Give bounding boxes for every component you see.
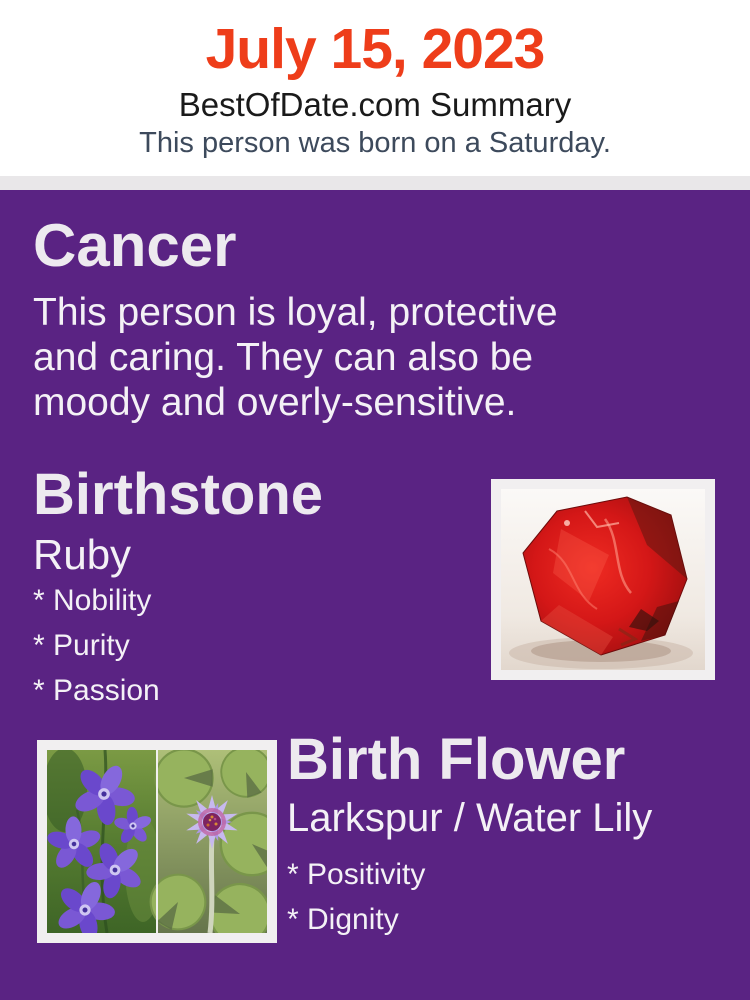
- birthstone-trait: * Passion: [33, 674, 160, 707]
- birth-flower-trait: * Dignity: [287, 903, 399, 936]
- zodiac-sign-title: Cancer: [33, 212, 237, 279]
- birthstone-trait: * Nobility: [33, 584, 152, 617]
- born-on-text: This person was born on a Saturday.: [139, 127, 611, 159]
- zodiac-description-line: moody and overly-sensitive.: [33, 381, 517, 424]
- site-summary-title: BestOfDate.com Summary: [178, 86, 572, 123]
- zodiac-description-line: This person is loyal, protective: [33, 291, 558, 334]
- birth-flower-name: Larkspur / Water Lily: [287, 796, 653, 840]
- birthstone-traits: [33, 578, 160, 713]
- ruby-photo: [491, 479, 715, 680]
- page-title-date: July 15, 2023: [205, 17, 545, 81]
- birth-flower-title: Birth Flower: [287, 727, 626, 792]
- birthstone-trait: * Purity: [33, 629, 130, 662]
- zodiac-description-line: and caring. They can also be: [33, 336, 534, 379]
- birthstone-name: Ruby: [33, 531, 132, 578]
- zodiac-description: [33, 290, 558, 425]
- birth-flower-trait: * Positivity: [287, 858, 426, 891]
- birthstone-title: Birthstone: [33, 462, 323, 527]
- ruby-gemstone-image: [501, 489, 705, 670]
- larkspur-water-lily-image: [47, 750, 267, 933]
- birth-flower-photo: [37, 740, 277, 943]
- divider-bar: [0, 176, 750, 190]
- summary-panel: [0, 190, 750, 1000]
- birth-flower-traits: [287, 852, 425, 942]
